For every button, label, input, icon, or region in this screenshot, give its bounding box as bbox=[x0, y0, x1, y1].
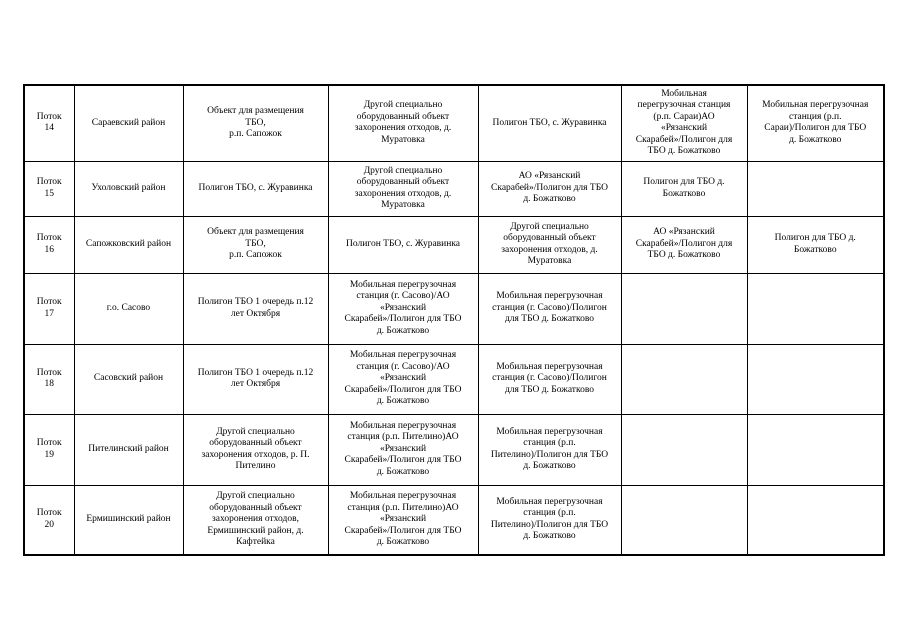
district-cell: Ермишинский район bbox=[74, 485, 183, 555]
route-cell bbox=[747, 161, 884, 216]
route-cell bbox=[621, 273, 747, 344]
route-cell: Мобильная перегрузочная станция (г. Сасово)/Полигон для ТБО д. Божатково bbox=[478, 344, 621, 414]
route-cell: Мобильная перегрузочная станция (р.п. Пителино)АО «Рязанский Скарабей»/Полигон для ТБО д. Божатково bbox=[328, 485, 478, 555]
flow-number-cell: Поток 18 bbox=[24, 344, 74, 414]
district-cell: Ухоловский район bbox=[74, 161, 183, 216]
route-cell: Мобильная перегрузочная станция (р.п. Пителино)/Полигон для ТБО д. Божатково bbox=[478, 414, 621, 485]
flow-number-cell: Поток 14 bbox=[24, 85, 74, 161]
table-row bbox=[24, 344, 884, 414]
flow-number-cell: Поток 17 bbox=[24, 273, 74, 344]
route-cell: Полигон ТБО 1 очередь п.12 лет Октября bbox=[183, 273, 328, 344]
table-row bbox=[24, 161, 884, 216]
table-row bbox=[24, 414, 884, 485]
route-cell bbox=[747, 273, 884, 344]
flows-table bbox=[23, 84, 885, 556]
route-cell: Мобильная перегрузочная станция (р.п. Сараи)/Полигон для ТБО д. Божатково bbox=[747, 85, 884, 161]
route-cell bbox=[747, 414, 884, 485]
route-cell bbox=[621, 485, 747, 555]
route-cell: Полигон для ТБО д. Божатково bbox=[621, 161, 747, 216]
route-cell: Объект для размещения ТБО, р.п. Сапожок bbox=[183, 85, 328, 161]
route-cell: Мобильная перегрузочная станция (р.п. Пителино)АО «Рязанский Скарабей»/Полигон для ТБО д. Божатково bbox=[328, 414, 478, 485]
district-cell: Пителинский район bbox=[74, 414, 183, 485]
route-cell: Полигон ТБО, с. Журавинка bbox=[328, 216, 478, 273]
route-cell: Другой специально оборудованный объект захоронения отходов, д. Муратовка bbox=[478, 216, 621, 273]
route-cell: Объект для размещения ТБО, р.п. Сапожок bbox=[183, 216, 328, 273]
route-cell: Полигон ТБО, с. Журавинка bbox=[478, 85, 621, 161]
route-cell: Мобильная перегрузочная станция (р.п. Сараи)АО «Рязанский Скарабей»/Полигон для ТБО д. Божатково bbox=[621, 85, 747, 161]
route-cell bbox=[747, 485, 884, 555]
flow-number-cell: Поток 16 bbox=[24, 216, 74, 273]
route-cell: Мобильная перегрузочная станция (г. Сасово)/АО «Рязанский Скарабей»/Полигон для ТБО д. Божатково bbox=[328, 344, 478, 414]
route-cell: Другой специально оборудованный объект захоронения отходов, Ермишинский район, д. Кафтейка bbox=[183, 485, 328, 555]
district-cell: Сапожковский район bbox=[74, 216, 183, 273]
route-cell: Полигон ТБО 1 очередь п.12 лет Октября bbox=[183, 344, 328, 414]
route-cell bbox=[747, 344, 884, 414]
district-cell: Сасовский район bbox=[74, 344, 183, 414]
route-cell: Мобильная перегрузочная станция (г. Сасово)/АО «Рязанский Скарабей»/Полигон для ТБО д. Божатково bbox=[328, 273, 478, 344]
route-cell: Другой специально оборудованный объект захоронения отходов, д. Муратовка bbox=[328, 161, 478, 216]
route-cell: Другой специально оборудованный объект захоронения отходов, р. П. Пителино bbox=[183, 414, 328, 485]
route-cell bbox=[621, 414, 747, 485]
table-row bbox=[24, 485, 884, 555]
flow-number-cell: Поток 20 bbox=[24, 485, 74, 555]
route-cell: Мобильная перегрузочная станция (р.п. Пителино)/Полигон для ТБО д. Божатково bbox=[478, 485, 621, 555]
district-cell: Сараевский район bbox=[74, 85, 183, 161]
route-cell: Полигон для ТБО д. Божатково bbox=[747, 216, 884, 273]
route-cell: АО «Рязанский Скарабей»/Полигон для ТБО д. Божатково bbox=[478, 161, 621, 216]
table-row bbox=[24, 85, 884, 161]
flow-number-cell: Поток 15 bbox=[24, 161, 74, 216]
route-cell: Другой специально оборудованный объект захоронения отходов, д. Муратовка bbox=[328, 85, 478, 161]
route-cell bbox=[621, 344, 747, 414]
route-cell: Полигон ТБО, с. Журавинка bbox=[183, 161, 328, 216]
district-cell: г.о. Сасово bbox=[74, 273, 183, 344]
table-row bbox=[24, 216, 884, 273]
route-cell: Мобильная перегрузочная станция (г. Сасово)/Полигон для ТБО д. Божатково bbox=[478, 273, 621, 344]
route-cell: АО «Рязанский Скарабей»/Полигон для ТБО д. Божатково bbox=[621, 216, 747, 273]
table-row bbox=[24, 273, 884, 344]
flow-number-cell: Поток 19 bbox=[24, 414, 74, 485]
